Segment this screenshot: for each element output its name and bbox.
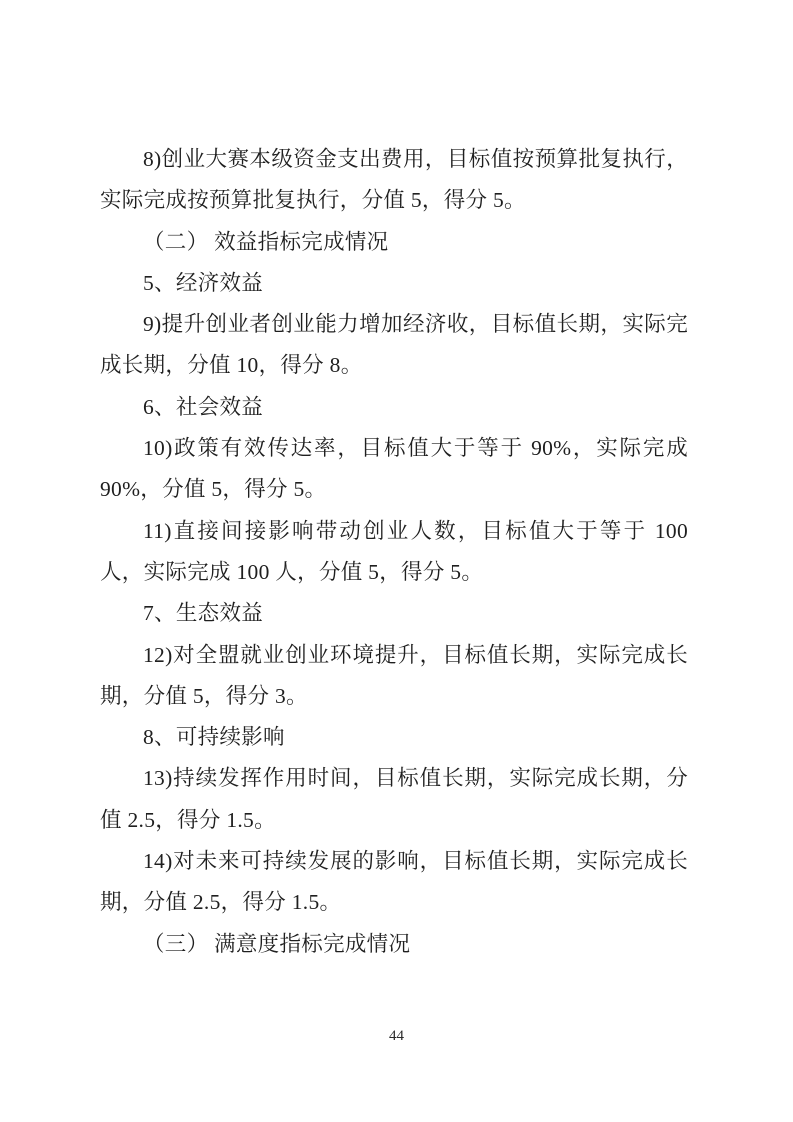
document-body [100,139,688,965]
subsection-heading: 8、可持续影响 [143,725,285,750]
text-line: 成长期，分值 10，得分 8。 [100,353,363,378]
text-line: 期，分值 5，得分 3。 [100,683,308,708]
text-line: 期，分值 2.5，得分 1.5。 [100,890,342,915]
text-line: 12)对全盟就业创业环境提升，目标值长期，实际完成长 [143,642,688,667]
subsection-heading: 7、生态效益 [143,601,264,626]
text-line: 13)持续发挥作用时间，目标值长期，实际完成长期，分 [143,766,688,791]
text-line: 11)直接间接影响带动创业人数，目标值大于等于 100 [143,518,688,543]
section-heading: （三） 满意度指标完成情况 [143,931,411,956]
subsection-heading: 6、社会效益 [143,394,264,419]
text-line: 实际完成按预算批复执行，分值 5，得分 5。 [100,188,526,213]
text-line: 90%，分值 5，得分 5。 [100,477,327,502]
text-line: 值 2.5，得分 1.5。 [100,807,276,832]
text-line: 8)创业大赛本级资金支出费用，目标值按预算批复执行， [143,147,688,171]
text-line: 9)提升创业者创业能力增加经济收，目标值长期，实际完 [143,312,688,337]
section-heading: （二） 效益指标完成情况 [143,229,389,254]
text-line: 14)对未来可持续发展的影响，目标值长期，实际完成长 [143,849,688,874]
text-line: 人，实际完成 100 人，分值 5，得分 5。 [100,559,484,584]
subsection-heading: 5、经济效益 [143,270,264,295]
text-line: 10)政策有效传达率，目标值大于等于 90%，实际完成 [143,436,688,461]
page-number: 44 [389,1028,404,1044]
